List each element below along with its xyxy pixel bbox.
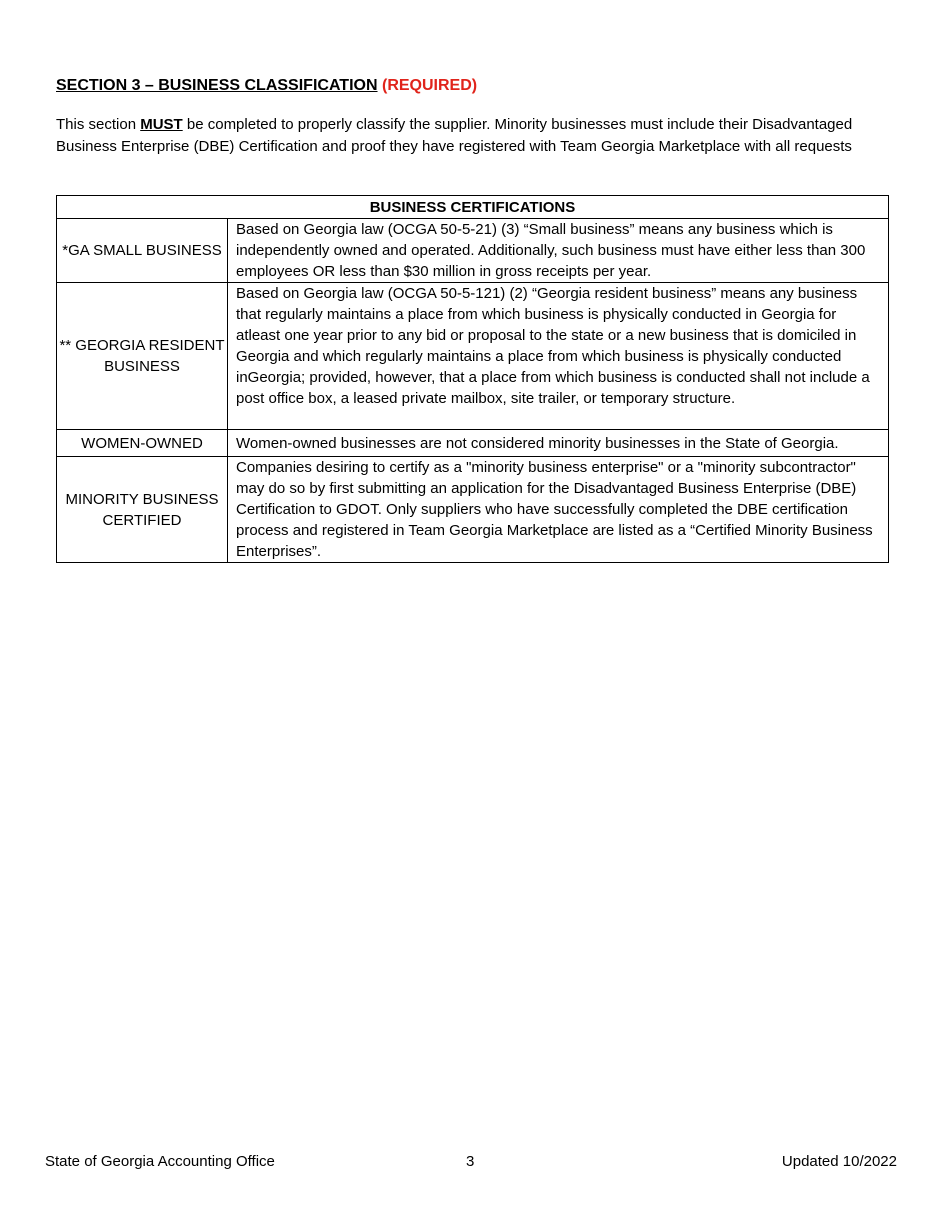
cert-label-minority-business: MINORITY BUSINESS CERTIFIED xyxy=(57,457,228,563)
footer-page-number: 3 xyxy=(466,1153,475,1170)
footer-updated-date: Updated 10/2022 xyxy=(781,1153,897,1170)
cert-label-small-business: *GA SMALL BUSINESS xyxy=(57,219,228,283)
cert-description-resident-business: Based on Georgia law (OCGA 50-5-121) (2) “Georgia resident business” means any business that regularly maintains a place from which business is physically conducted in Georgia for atleast one year prior to any bid or proposal to the state or a new business that is domiciled in Georgia and which regularly maintains a place from which business is physically conducted inGeorgia; provided, however, that a place from which business is conducted shall not include a post office box, a leased private mailbox, site trailer, or temporary structure. xyxy=(228,283,889,430)
cert-label-resident-business: ** GEORGIA RESIDENT BUSINESS xyxy=(57,283,228,430)
business-certifications-table xyxy=(56,195,889,563)
cert-description-minority-business: Companies desiring to certify as a "minority business enterprise" or a "minority subcontractor" may do so by first submitting an application for the Disadvantaged Business Enterprise (DBE) Certification to GDOT. Only suppliers who have successfully completed the DBE certification process and registered in Team Georgia Marketplace are listed as a “Certified Minority Business Enterprises”. xyxy=(228,457,889,563)
table-row xyxy=(57,283,889,430)
table-row xyxy=(57,219,889,283)
intro-text-before: This section xyxy=(56,116,141,133)
intro-text-after: be completed to properly classify the supplier. Minority businesses must include their Disadvantaged Business Enterprise (DBE) Certification and proof they have registered with Team Georgia Marketplace with all requests xyxy=(56,116,853,155)
required-label: (REQUIRED) xyxy=(381,77,478,94)
section-intro xyxy=(56,114,856,158)
footer-organization: State of Georgia Accounting Office xyxy=(45,1153,275,1170)
table-row xyxy=(57,457,889,563)
table-header: BUSINESS CERTIFICATIONS xyxy=(57,196,889,219)
table-header-row xyxy=(57,196,889,219)
intro-must-emphasis: MUST xyxy=(140,116,183,133)
cert-label-women-owned: WOMEN-OWNED xyxy=(57,430,228,457)
section-heading xyxy=(56,77,477,95)
section-title: SECTION 3 – BUSINESS CLASSIFICATION xyxy=(56,77,378,94)
cert-description-women-owned: Women-owned businesses are not considered minority businesses in the State of Georgia. xyxy=(228,430,889,457)
cert-description-small-business: Based on Georgia law (OCGA 50-5-21) (3) “Small business” means any business which is independently owned and operated. Additionally, such business must have either less than 300 employees OR less than $30 million in gross receipts per year. xyxy=(228,219,889,283)
table-row xyxy=(57,430,889,457)
